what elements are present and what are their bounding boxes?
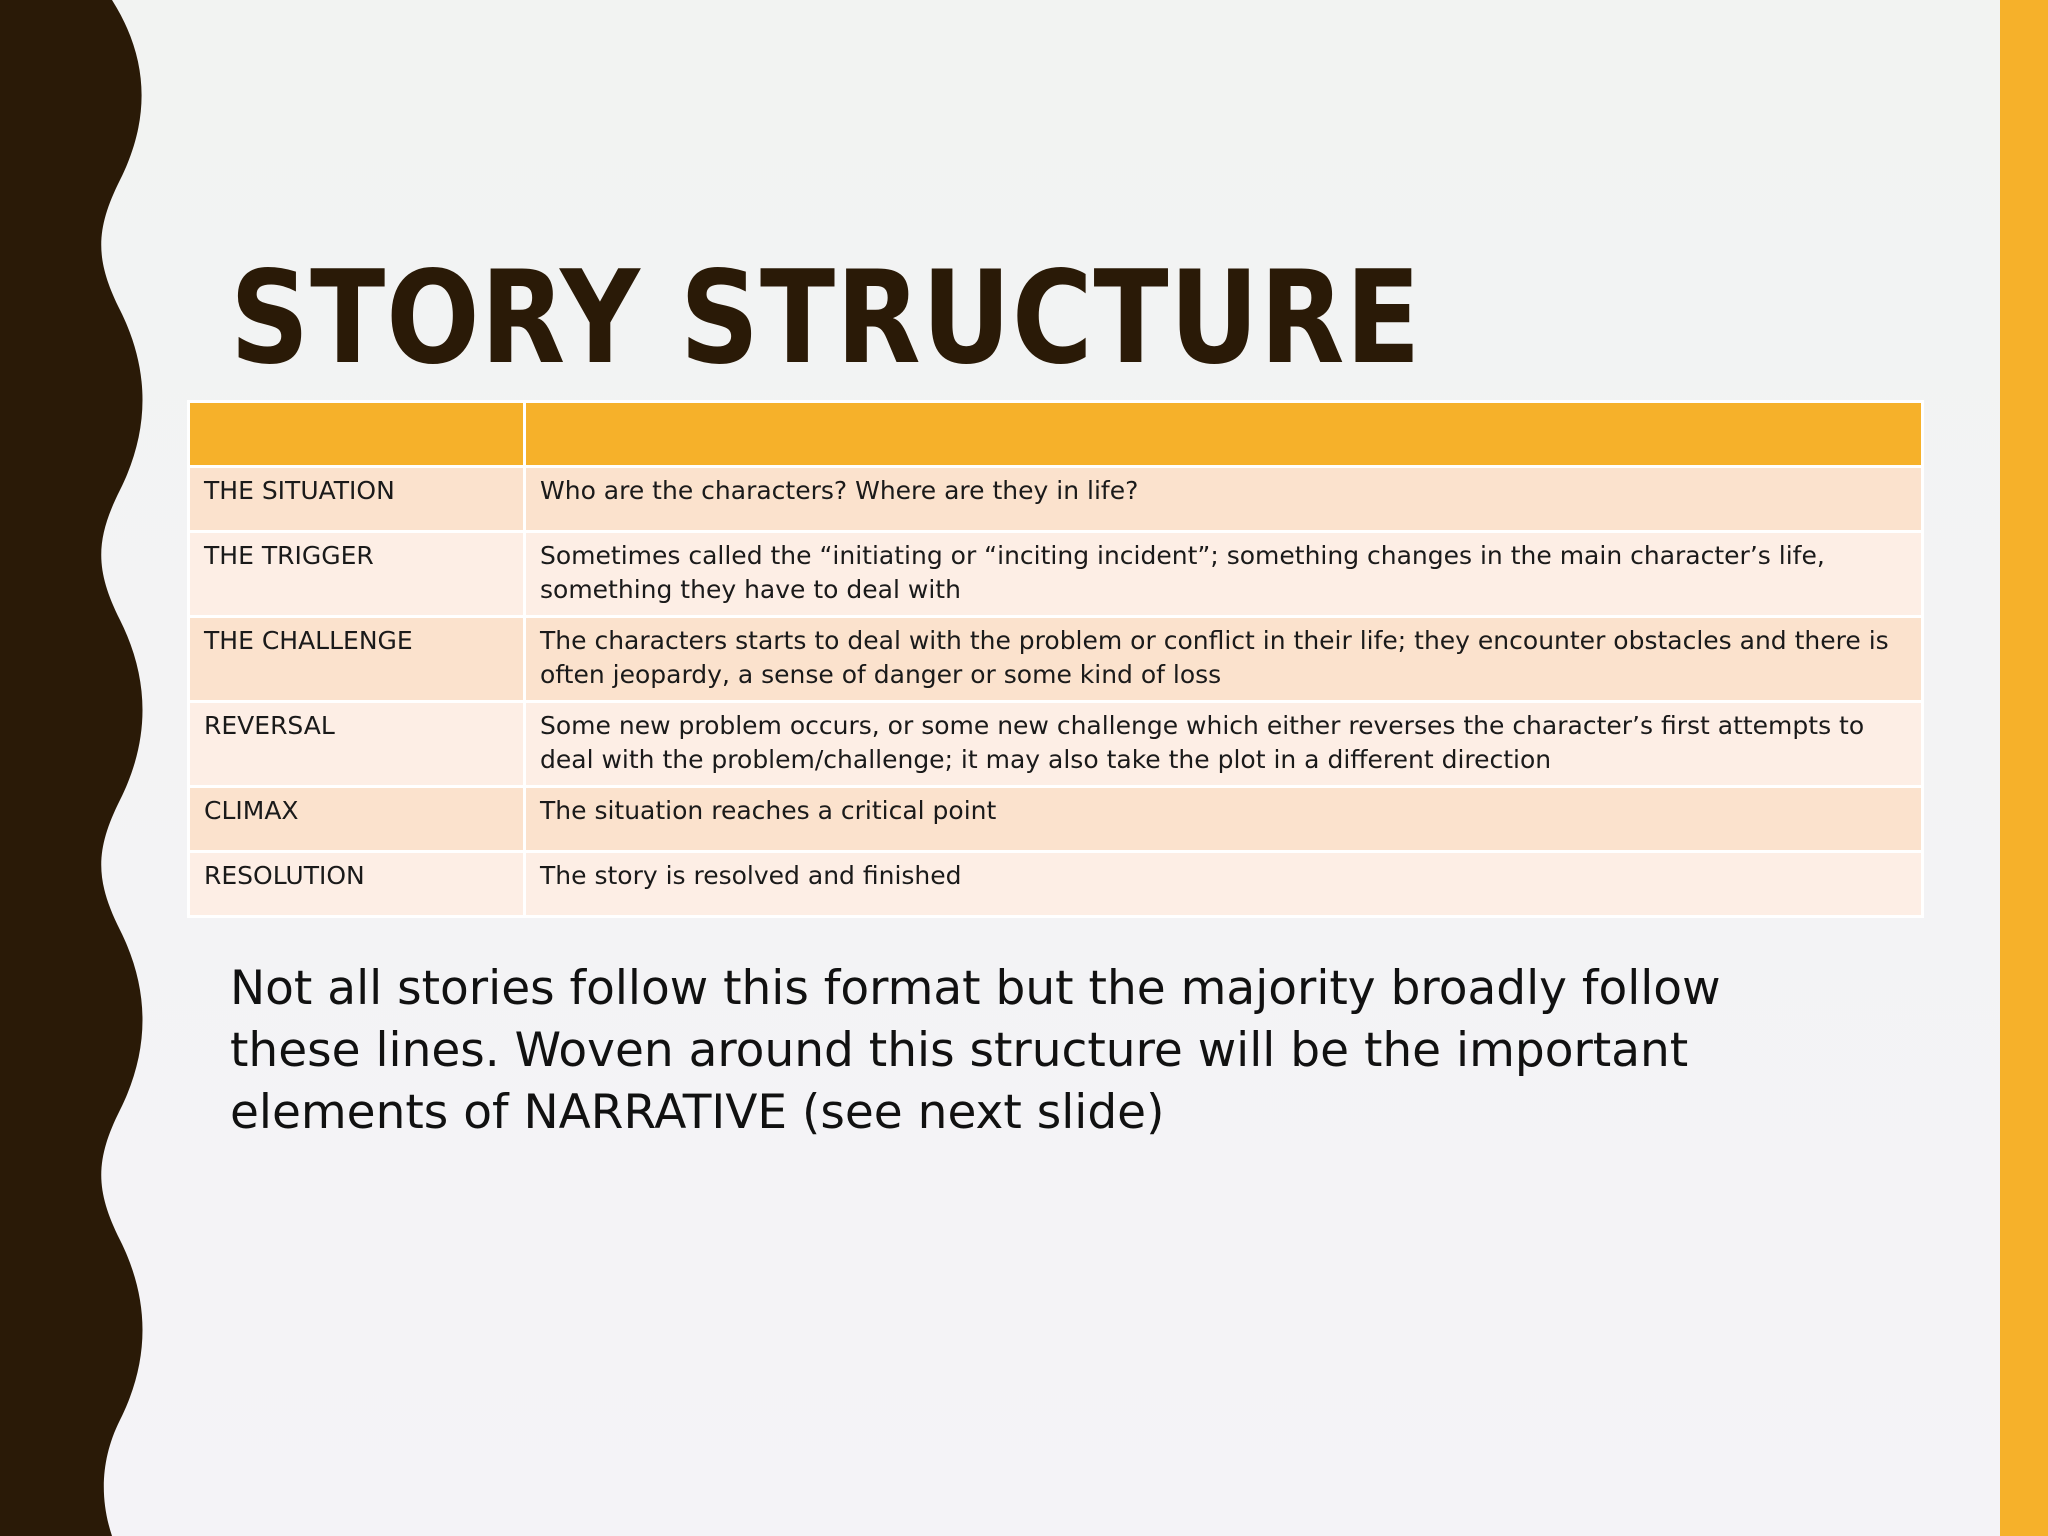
table-row [189,852,1923,917]
table-header-cell [525,402,1923,467]
orange-right-bar [2000,0,2048,1536]
table-header-row [189,402,1923,467]
table-row [189,787,1923,852]
story-structure-table [187,400,1924,918]
wavy-left-border [0,0,160,1536]
stage-name: THE SITUATION [189,467,525,532]
table-row [189,467,1923,532]
stage-description: The story is resolved and finished [525,852,1923,917]
body-paragraph: Not all stories follow this format but the majority broadly follow these lines. Woven around this structure will be the important elements of NARRATIVE (see next slide) [230,961,1721,1140]
table-row [189,702,1923,787]
slide-title: STORY STRUCTURE [230,244,1422,393]
stage-name: THE TRIGGER [189,532,525,617]
stage-name: RESOLUTION [189,852,525,917]
table-row [189,617,1923,702]
stage-name: THE CHALLENGE [189,617,525,702]
stage-description: Sometimes called the “initiating or “inciting incident”; something changes in the main character’s life, something they have to deal with [525,532,1923,617]
stage-description: The situation reaches a critical point [525,787,1923,852]
table-header-cell [189,402,525,467]
stage-description: Some new problem occurs, or some new challenge which either reverses the character’s first attempts to deal with the problem/challenge; it may also take the plot in a different direction [525,702,1923,787]
stage-name: CLIMAX [189,787,525,852]
table-row [189,532,1923,617]
stage-description: Who are the characters? Where are they in life? [525,467,1923,532]
stage-name: REVERSAL [189,702,525,787]
stage-description: The characters starts to deal with the problem or conflict in their life; they encounter obstacles and there is often jeopardy, a sense of danger or some kind of loss [525,617,1923,702]
wavy-border-shape [0,0,143,1536]
